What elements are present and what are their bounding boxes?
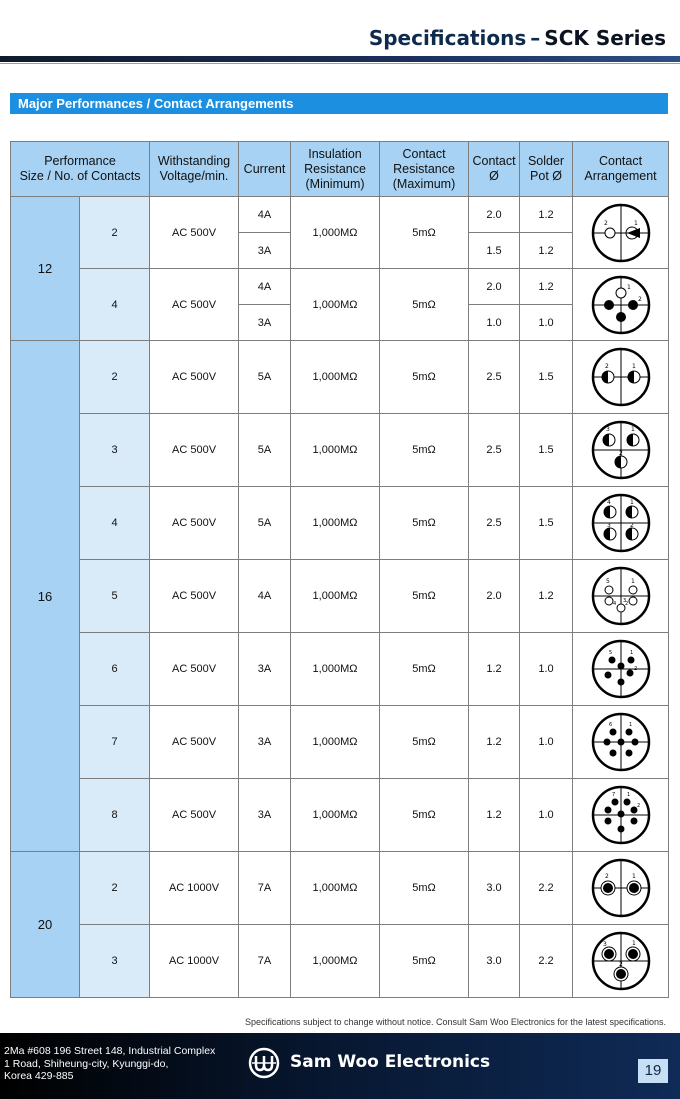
table-row <box>11 414 669 487</box>
contacts-cell: 2 <box>80 852 150 925</box>
voltage-cell: AC 500V <box>150 341 239 414</box>
svg-text:6: 6 <box>608 722 612 728</box>
contact-resistance-cell: 5mΩ <box>380 487 469 560</box>
contact-arrangement-12-2-icon <box>589 201 653 265</box>
page-title-series: SCK Series <box>544 26 666 50</box>
header-voltage: Withstanding Voltage/min. <box>150 142 239 197</box>
table-row <box>11 487 669 560</box>
svg-text:2: 2 <box>618 961 623 968</box>
size-cell: 16 <box>11 341 80 852</box>
header-rule <box>0 56 680 62</box>
contact-resistance-cell: 5mΩ <box>380 852 469 925</box>
contact-diameter-cell: 2.5 <box>469 341 520 414</box>
insulation-cell: 1,000MΩ <box>291 269 380 341</box>
insulation-cell: 1,000MΩ <box>291 341 380 414</box>
contacts-cell: 2 <box>80 197 150 269</box>
svg-text:1: 1 <box>629 650 633 656</box>
brand-name: Sam Woo Electronics <box>290 1052 491 1072</box>
solder-pot-cell: 1.2 <box>520 233 573 269</box>
svg-text:2: 2 <box>624 601 628 607</box>
contact-diameter-cell: 1.5 <box>469 233 520 269</box>
header-contact-resistance: Contact Resistance (Maximum) <box>380 142 469 197</box>
contact-arrangement-16-6-icon <box>589 637 653 701</box>
solder-pot-cell: 2.2 <box>520 925 573 998</box>
current-cell: 4A <box>239 269 291 305</box>
solder-pot-cell: 1.2 <box>520 560 573 633</box>
solder-pot-cell: 1.0 <box>520 779 573 852</box>
svg-text:1: 1 <box>628 722 632 728</box>
contact-diameter-cell: 3.0 <box>469 852 520 925</box>
header-current: Current <box>239 142 291 197</box>
current-cell: 7A <box>239 925 291 998</box>
svg-text:3: 3 <box>606 522 611 529</box>
svg-text:5: 5 <box>608 650 612 656</box>
contact-resistance-cell: 5mΩ <box>380 925 469 998</box>
insulation-cell: 1,000MΩ <box>291 925 380 998</box>
solder-pot-cell: 1.5 <box>520 414 573 487</box>
contact-arrangement-20-2-icon <box>589 856 653 920</box>
svg-text:2: 2 <box>604 363 609 370</box>
current-cell: 3A <box>239 779 291 852</box>
contact-arrangement-16-2-icon <box>589 345 653 409</box>
contact-resistance-cell: 5mΩ <box>380 633 469 706</box>
footer <box>0 1033 680 1099</box>
current-cell: 5A <box>239 487 291 560</box>
sam-woo-logo-icon <box>248 1047 280 1079</box>
table-row <box>11 341 669 414</box>
header-solder-pot: Solder Pot Ø <box>520 142 573 197</box>
table-row <box>11 269 669 305</box>
contacts-cell: 3 <box>80 414 150 487</box>
contact-diameter-cell: 2.0 <box>469 197 520 233</box>
header-arrangement: Contact Arrangement <box>573 142 669 197</box>
svg-text:4: 4 <box>612 601 616 607</box>
svg-text:2: 2 <box>618 450 623 457</box>
insulation-cell: 1,000MΩ <box>291 633 380 706</box>
contacts-cell: 8 <box>80 779 150 852</box>
contacts-cell: 4 <box>80 269 150 341</box>
contact-resistance-cell: 5mΩ <box>380 706 469 779</box>
current-cell: 7A <box>239 852 291 925</box>
table-row <box>11 852 669 925</box>
size-cell: 20 <box>11 852 80 998</box>
contact-diameter-cell: 1.2 <box>469 706 520 779</box>
solder-pot-cell: 2.2 <box>520 852 573 925</box>
contacts-cell: 7 <box>80 706 150 779</box>
current-cell: 3A <box>239 706 291 779</box>
solder-pot-cell: 1.5 <box>520 487 573 560</box>
contact-resistance-cell: 5mΩ <box>380 269 469 341</box>
insulation-cell: 1,000MΩ <box>291 560 380 633</box>
voltage-cell: AC 1000V <box>150 852 239 925</box>
page-title-dash: – <box>530 26 541 50</box>
voltage-cell: AC 500V <box>150 487 239 560</box>
svg-text:2: 2 <box>633 666 637 672</box>
svg-text:2: 2 <box>637 295 642 303</box>
svg-text:4: 4 <box>606 499 611 506</box>
address-line: Korea 429-885 <box>4 1070 74 1082</box>
contact-diameter-cell: 2.0 <box>469 560 520 633</box>
table-row <box>11 560 669 633</box>
contact-arrangement-12-4-icon <box>589 273 653 337</box>
contact-diameter-cell: 3.0 <box>469 925 520 998</box>
svg-text:1: 1 <box>626 792 630 798</box>
contact-arrangement-16-5-icon <box>589 564 653 628</box>
svg-text:5: 5 <box>605 578 610 585</box>
svg-text:2: 2 <box>629 522 634 529</box>
svg-text:2: 2 <box>636 803 640 809</box>
contact-arrangement-16-8-icon <box>589 783 653 847</box>
insulation-cell: 1,000MΩ <box>291 706 380 779</box>
solder-pot-cell: 1.0 <box>520 305 573 341</box>
voltage-cell: AC 500V <box>150 560 239 633</box>
address-line: 1 Road, Shiheung-city, Kyunggi-do, <box>4 1057 169 1070</box>
contacts-cell: 4 <box>80 487 150 560</box>
contact-resistance-cell: 5mΩ <box>380 779 469 852</box>
contact-arrangement-16-7-icon <box>589 710 653 774</box>
svg-text:3: 3 <box>622 598 626 604</box>
solder-pot-cell: 1.2 <box>520 197 573 233</box>
contact-diameter-cell: 1.0 <box>469 305 520 341</box>
svg-text:1: 1 <box>631 873 636 880</box>
svg-text:7: 7 <box>611 792 615 798</box>
voltage-cell: AC 500V <box>150 706 239 779</box>
section-title: Major Performances / Contact Arrangements <box>10 93 668 114</box>
contacts-cell: 5 <box>80 560 150 633</box>
contacts-cell: 2 <box>80 341 150 414</box>
company-address <box>4 1045 215 1083</box>
contact-resistance-cell: 5mΩ <box>380 197 469 269</box>
page-number: 19 <box>638 1059 668 1083</box>
current-cell: 4A <box>239 197 291 233</box>
solder-pot-cell: 1.0 <box>520 706 573 779</box>
svg-text:3: 3 <box>605 426 610 433</box>
size-cell: 12 <box>11 197 80 341</box>
svg-text:1: 1 <box>630 426 635 433</box>
spec-table <box>10 141 669 998</box>
contacts-cell: 6 <box>80 633 150 706</box>
insulation-cell: 1,000MΩ <box>291 779 380 852</box>
contact-diameter-cell: 2.5 <box>469 414 520 487</box>
header-performance: Performance Size / No. of Contacts <box>11 142 150 197</box>
voltage-cell: AC 500V <box>150 197 239 269</box>
solder-pot-cell: 1.0 <box>520 633 573 706</box>
header-insulation: Insulation Resistance (Minimum) <box>291 142 380 197</box>
svg-text:2: 2 <box>603 219 608 227</box>
svg-text:1: 1 <box>626 283 631 291</box>
voltage-cell: AC 500V <box>150 779 239 852</box>
voltage-cell: AC 500V <box>150 633 239 706</box>
address-line: 2Ma #608 196 Street 148, Industrial Complex <box>4 1045 216 1057</box>
header-contact-diameter: Contact Ø <box>469 142 520 197</box>
solder-pot-cell: 1.2 <box>520 269 573 305</box>
contact-arrangement-16-4-icon <box>589 491 653 555</box>
contacts-cell: 3 <box>80 925 150 998</box>
svg-text:2: 2 <box>604 873 609 880</box>
insulation-cell: 1,000MΩ <box>291 487 380 560</box>
contact-diameter-cell: 1.2 <box>469 779 520 852</box>
table-row <box>11 925 669 998</box>
svg-text:3: 3 <box>602 941 607 948</box>
voltage-cell: AC 1000V <box>150 925 239 998</box>
svg-text:1: 1 <box>631 363 636 370</box>
table-row <box>11 779 669 852</box>
current-cell: 5A <box>239 341 291 414</box>
contact-arrangement-20-3-icon <box>589 929 653 993</box>
footnote: Specifications subject to change without notice. Consult Sam Woo Electronics for the latest specifications. <box>244 1017 666 1027</box>
page-title <box>369 26 666 50</box>
header-rule-thin <box>0 63 680 64</box>
insulation-cell: 1,000MΩ <box>291 852 380 925</box>
current-cell: 3A <box>239 633 291 706</box>
svg-text:1: 1 <box>631 940 636 947</box>
contact-diameter-cell: 2.5 <box>469 487 520 560</box>
insulation-cell: 1,000MΩ <box>291 414 380 487</box>
insulation-cell: 1,000MΩ <box>291 197 380 269</box>
table-row <box>11 633 669 706</box>
svg-text:1: 1 <box>629 499 634 506</box>
contact-resistance-cell: 5mΩ <box>380 414 469 487</box>
voltage-cell: AC 500V <box>150 269 239 341</box>
table-row <box>11 197 669 233</box>
current-cell: 3A <box>239 233 291 269</box>
contact-resistance-cell: 5mΩ <box>380 341 469 414</box>
contact-arrangement-16-3-icon <box>589 418 653 482</box>
voltage-cell: AC 500V <box>150 414 239 487</box>
current-cell: 4A <box>239 560 291 633</box>
contact-diameter-cell: 1.2 <box>469 633 520 706</box>
svg-text:1: 1 <box>633 219 638 227</box>
contact-diameter-cell: 2.0 <box>469 269 520 305</box>
svg-text:1: 1 <box>630 578 635 585</box>
contact-resistance-cell: 5mΩ <box>380 560 469 633</box>
current-cell: 3A <box>239 305 291 341</box>
solder-pot-cell: 1.5 <box>520 341 573 414</box>
table-row <box>11 706 669 779</box>
current-cell: 5A <box>239 414 291 487</box>
page-title-main: Specifications <box>368 26 527 50</box>
